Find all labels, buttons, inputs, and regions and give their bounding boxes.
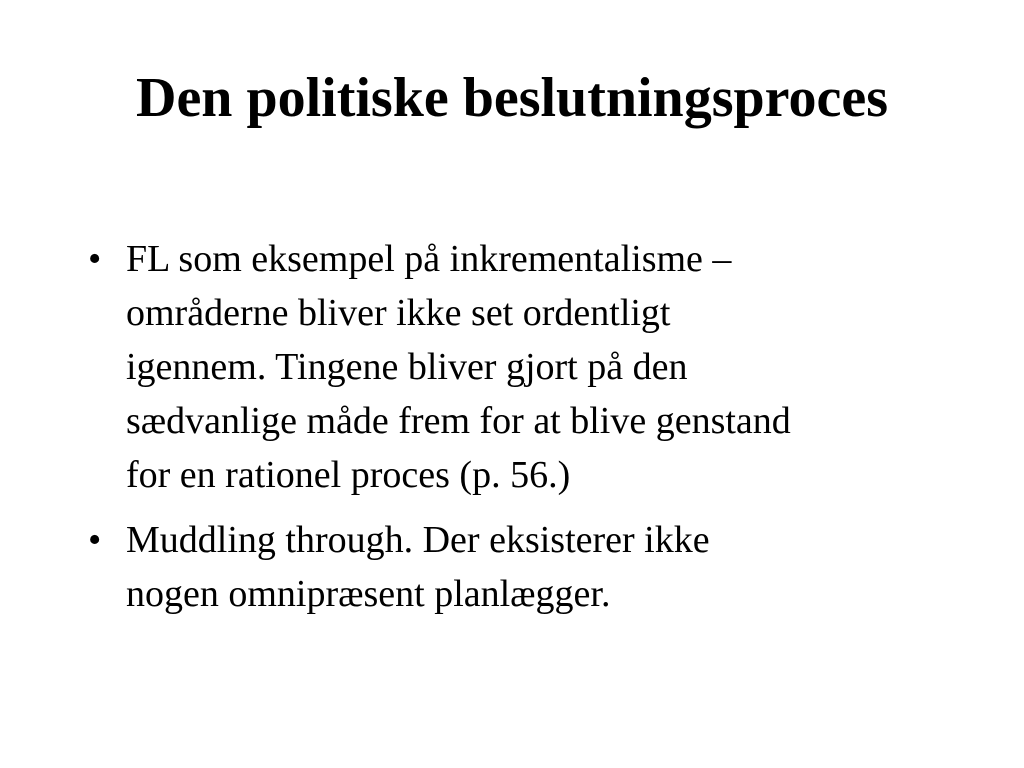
bullet-item-muddling-through <box>88 513 948 621</box>
bullet-item-incrementalism <box>88 232 948 502</box>
bullet-text-line: for en rationel proces (p. 56.) <box>126 454 571 496</box>
bullet-text-line: nogen omnipræsent planlægger. <box>126 573 611 615</box>
bullet-text-line: Muddling through. Der eksisterer ikke <box>126 519 710 561</box>
bullet-marker: • <box>88 238 102 280</box>
bullet-list <box>88 232 948 621</box>
bullet-text-line: områderne bliver ikke set ordentligt <box>126 292 671 334</box>
bullet-marker: • <box>88 519 102 561</box>
slide-title: Den politiske beslutningsproces <box>136 67 888 129</box>
bullet-text-line: sædvanlige måde frem for at blive genstand <box>126 400 791 442</box>
bullet-text-line: igennem. Tingene bliver gjort på den <box>126 346 688 388</box>
bullet-text-line: FL som eksempel på inkrementalisme – <box>126 238 732 280</box>
